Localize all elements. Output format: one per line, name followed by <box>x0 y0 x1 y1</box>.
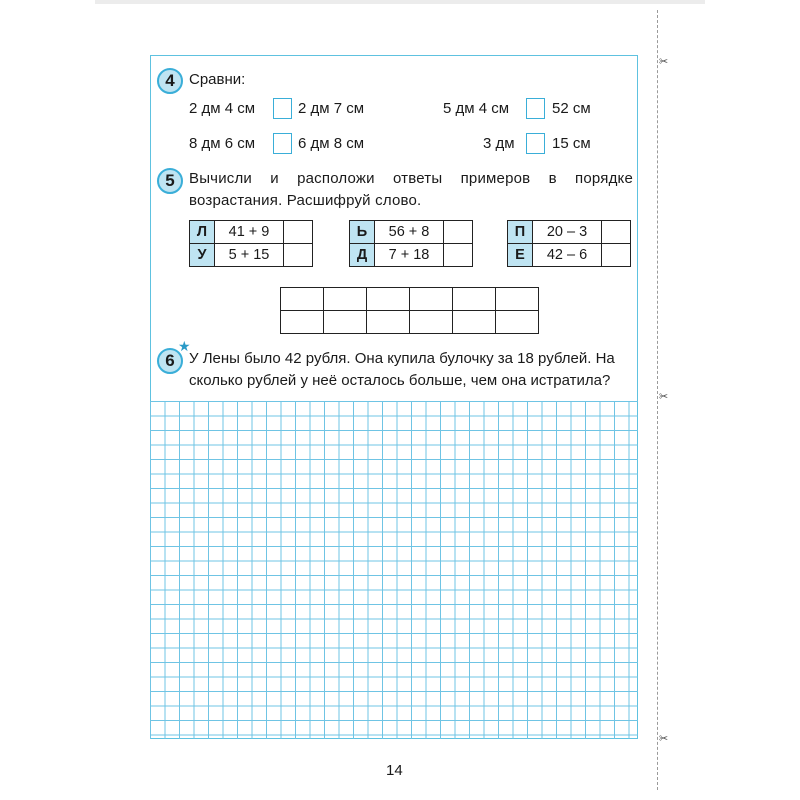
example-answer-cell[interactable] <box>444 221 473 244</box>
answer-cell[interactable] <box>496 288 539 311</box>
answer-cell[interactable] <box>281 288 324 311</box>
cipher-letter: У <box>190 244 215 267</box>
table-row <box>508 221 631 244</box>
example-answer-cell[interactable] <box>284 244 313 267</box>
answer-cell[interactable] <box>324 288 367 311</box>
table-row <box>190 221 313 244</box>
compare-right-value: 52 см <box>552 100 591 117</box>
answer-cell[interactable] <box>453 288 496 311</box>
letter-cell[interactable] <box>367 311 410 334</box>
example-table-2 <box>349 220 473 267</box>
table-row <box>281 288 539 311</box>
task-4-title: Сравни: <box>189 71 246 88</box>
letter-cell[interactable] <box>324 311 367 334</box>
example-answer-cell[interactable] <box>284 221 313 244</box>
task-6-number-badge: 6 <box>157 348 183 374</box>
compare-right-value: 15 см <box>552 135 591 152</box>
answer-cell[interactable] <box>410 288 453 311</box>
task-5-instructions: Вычисли и расположи ответы примеров в порядке возрастания. Расшифруй слово. <box>189 170 633 209</box>
compare-left-value: 2 дм 4 см <box>189 100 256 117</box>
answer-grid-area[interactable] <box>150 401 638 739</box>
compare-answer-box[interactable] <box>273 98 292 119</box>
compare-answer-box[interactable] <box>273 133 292 154</box>
compare-left-value: 8 дм 6 см <box>189 135 256 152</box>
example-answer-cell[interactable] <box>602 221 631 244</box>
table-row <box>350 221 473 244</box>
example-table-1 <box>189 220 313 267</box>
table-row <box>508 244 631 267</box>
compare-left-value: 5 дм 4 см <box>443 100 510 117</box>
table-row <box>281 311 539 334</box>
example-expression: 42 – 6 <box>533 244 602 267</box>
task-4-number-badge: 4 <box>157 68 183 94</box>
letter-cell[interactable] <box>410 311 453 334</box>
letter-cell[interactable] <box>453 311 496 334</box>
scissors-icon: ✂ <box>659 56 669 68</box>
cipher-letter: Д <box>350 244 375 267</box>
example-expression: 5 + 15 <box>215 244 284 267</box>
example-expression: 7 + 18 <box>375 244 444 267</box>
table-row <box>190 244 313 267</box>
cipher-letter: П <box>508 221 533 244</box>
cipher-letter: Е <box>508 244 533 267</box>
scissors-icon: ✂ <box>659 391 669 403</box>
cut-line <box>657 10 658 790</box>
example-answer-cell[interactable] <box>602 244 631 267</box>
cipher-letter: Ь <box>350 221 375 244</box>
top-shade <box>95 0 705 4</box>
compare-right-value: 6 дм 8 см <box>298 135 365 152</box>
scissors-icon: ✂ <box>659 733 669 745</box>
decode-answer-grid <box>280 287 539 334</box>
star-icon: ★ <box>178 338 191 354</box>
example-expression: 20 – 3 <box>533 221 602 244</box>
compare-answer-box[interactable] <box>526 98 545 119</box>
example-table-3 <box>507 220 631 267</box>
example-expression: 56 + 8 <box>375 221 444 244</box>
cipher-letter: Л <box>190 221 215 244</box>
letter-cell[interactable] <box>281 311 324 334</box>
example-answer-cell[interactable] <box>444 244 473 267</box>
letter-cell[interactable] <box>496 311 539 334</box>
task-5-number-badge: 5 <box>157 168 183 194</box>
example-expression: 41 + 9 <box>215 221 284 244</box>
compare-answer-box[interactable] <box>526 133 545 154</box>
answer-cell[interactable] <box>367 288 410 311</box>
page-number: 14 <box>386 762 403 779</box>
compare-right-value: 2 дм 7 см <box>298 100 365 117</box>
table-row <box>350 244 473 267</box>
task-6-problem-text: У Лены было 42 рубля. Она купила булочку за 18 рублей. На сколько рублей у неё осталось больше, чем она истратила? <box>189 350 615 389</box>
compare-left-value: 3 дм <box>483 135 515 152</box>
